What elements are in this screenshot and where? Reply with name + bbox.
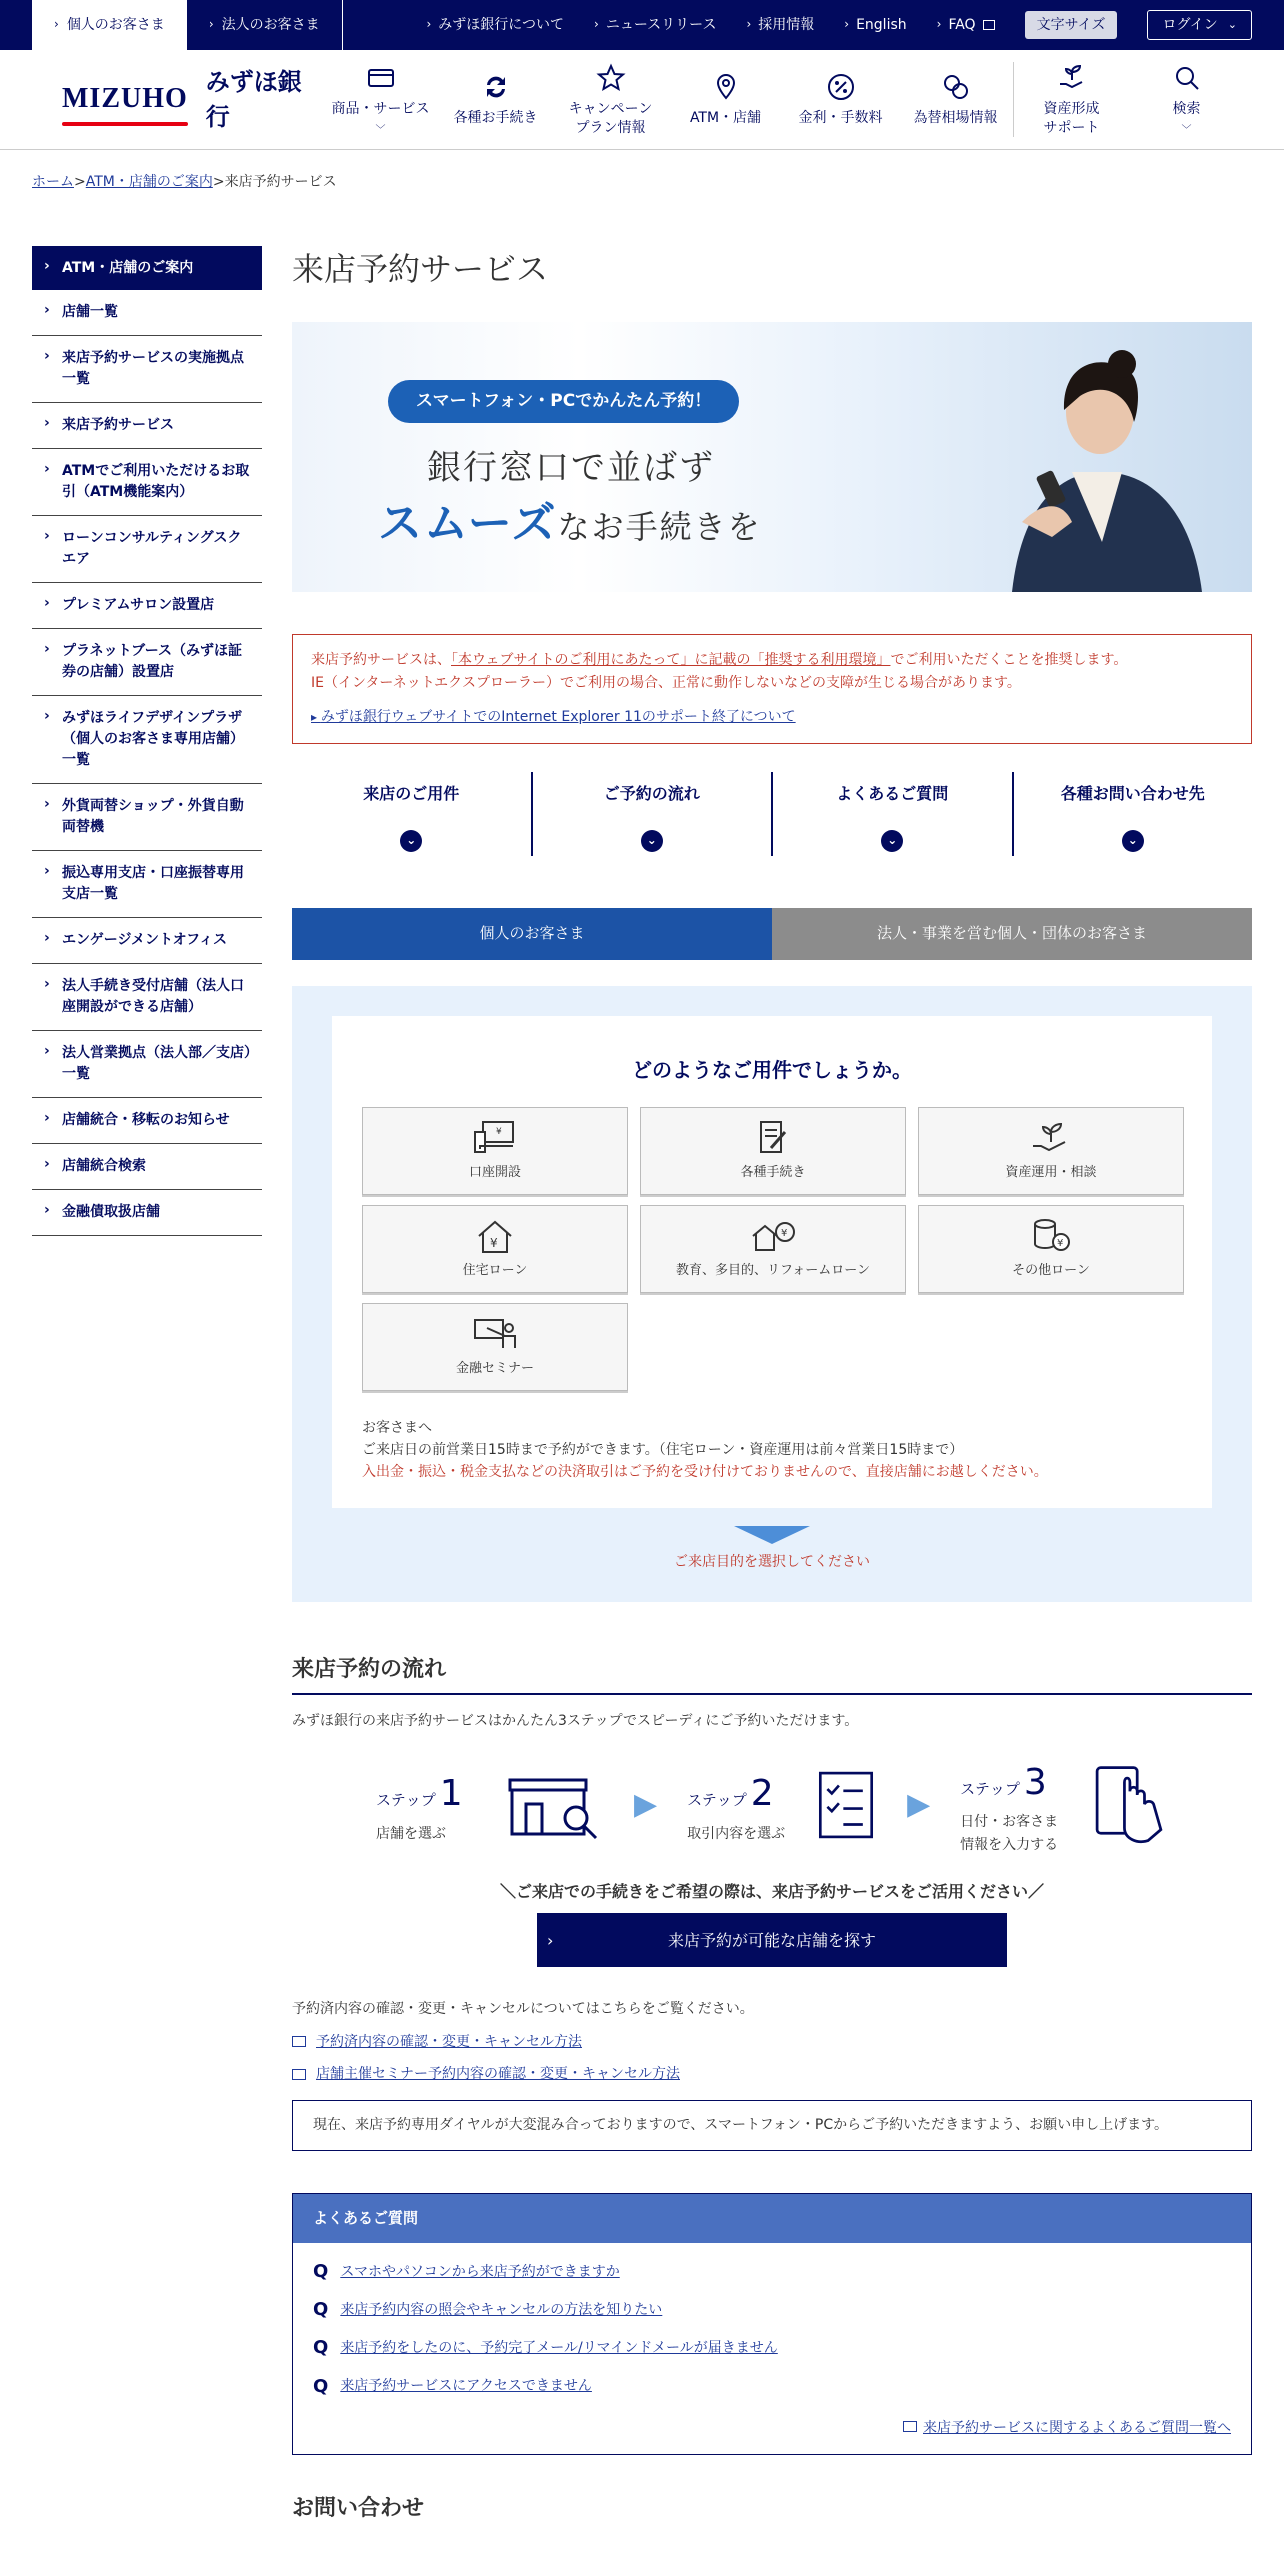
faq-item [293, 2253, 1251, 2291]
chevron-right-icon: › [426, 17, 432, 32]
sidebar-item[interactable]: › ローンコンサルティングスクエア [32, 516, 262, 583]
chevron-down-icon: ⌄ [400, 830, 422, 852]
external-window-icon [292, 2069, 306, 2080]
step-number [960, 1754, 1070, 1812]
sidebar-head[interactable]: › ATM・店舗のご案内 [32, 246, 262, 290]
sprout-hand-icon [1056, 62, 1088, 94]
manage-seminar-link[interactable] [292, 2064, 1252, 2084]
link-english-label: English [856, 16, 907, 33]
faq-link[interactable]: 来店予約をしたのに、予約完了メール/リマインドメールが届きません [340, 2340, 778, 2357]
chevron-down-icon: ⌄ [1122, 830, 1144, 852]
step-arrow-icon: ▶ [634, 1787, 658, 1823]
chevron-right-icon: › [547, 1930, 554, 1950]
note-deadline: ご来店日の前営業日15時まで予約ができます。（住宅ローン・資産運用は前々営業日15時まで） [362, 1441, 964, 1458]
percent-icon [825, 71, 857, 103]
exchange-icon [940, 71, 972, 103]
flow-heading: 来店予約の流れ [292, 1654, 1252, 1696]
sidebar-item[interactable]: › 外貨両替ショップ・外貨自動両替機 [32, 784, 262, 851]
purpose-card-label: 金融セミナー [455, 1361, 534, 1377]
link-news-label: ニュースリリース [605, 16, 717, 33]
step-label: ステップ [960, 1779, 1020, 1798]
tab-personal-label: 個人のお客さま [66, 16, 165, 33]
anchor-flow[interactable] [533, 772, 774, 856]
notice-environment-link[interactable]: 「本ウェブサイトのご利用にあたって」に記載の「推奨する利用環境」 [451, 652, 891, 669]
customer-tabs [292, 908, 1252, 960]
mizuho-logo[interactable] [62, 65, 323, 135]
phone-busy-notice: 現在、来店予約専用ダイヤルが大変混み合っておりますので、スマートフォン・PCからご予約いただきますよう、お願い申し上げます。 [292, 2100, 1252, 2150]
purpose-card-label: 教育、多目的、リフォームローン [675, 1263, 871, 1279]
purpose-card-label: 各種手続き [740, 1165, 806, 1181]
faq-more-link[interactable] [903, 2420, 1231, 2436]
store-search-icon [504, 1770, 604, 1840]
nav-atm-label: ATM・店舗 [689, 110, 762, 127]
hero-banner [292, 322, 1252, 592]
star-icon [595, 62, 627, 94]
step-3 [960, 1754, 1170, 1856]
card-icon [365, 62, 397, 94]
link-about-label: みずほ銀行について [438, 16, 565, 33]
hero-line2 [378, 492, 762, 556]
breadcrumb-separator: > [74, 174, 86, 190]
chevron-down-icon: ⌄ [881, 830, 903, 852]
faq-more-label: 来店予約サービスに関するよくあるご質問一覧へ [923, 2419, 1231, 2436]
purpose-card-label: その他ローン [1012, 1263, 1090, 1279]
purpose-panel [292, 986, 1252, 1602]
purpose-housing-loan[interactable] [362, 1205, 628, 1293]
sidebar-item[interactable]: › プラネットブース（みずほ証券の店舗）設置店 [32, 629, 262, 696]
contact-heading: お問い合わせ [292, 2495, 425, 2521]
sprout-hand-icon [1025, 1118, 1077, 1158]
tab-corporate-label: 法人のお客さま [221, 16, 320, 33]
ie-support-link[interactable]: ▸ みずほ銀行ウェブサイトでのInternet Explorer 11のサポート終了について [311, 706, 1233, 728]
chevron-right-icon: › [844, 17, 850, 32]
nav-products[interactable] [323, 50, 438, 149]
purpose-note [362, 1417, 1182, 1484]
search-icon [1171, 62, 1203, 94]
faq-item [293, 2368, 1251, 2406]
faq-link[interactable]: 来店予約内容の照会やキャンセルの方法を知りたい [340, 2302, 663, 2319]
purpose-card-label: 資産運用・相談 [1005, 1165, 1097, 1181]
nav-asset[interactable] [1014, 50, 1129, 149]
link-faq-label: FAQ [948, 16, 976, 33]
nav-atm[interactable] [668, 50, 783, 149]
sidebar-item[interactable]: › 金融債取扱店舗 [32, 1190, 262, 1236]
nav-rates[interactable] [783, 50, 898, 149]
note-warning: 入出金・振込・税金支払などの決済取引はご予約を受け付けておりませんので、直接店舗にお越しください。 [362, 1464, 1048, 1481]
step-num: 2 [750, 1772, 774, 1814]
faq-item [293, 2329, 1251, 2367]
step-text [960, 1754, 1070, 1856]
q-mark: Q [313, 2299, 329, 2321]
sidebar-item[interactable]: › プレミアムサロン設置店 [32, 583, 262, 629]
seminar-icon [469, 1314, 521, 1354]
tab-personal-customers[interactable]: 個人のお客さま [292, 908, 772, 960]
manage-text: 予約済内容の確認・変更・キャンセルについてはこちらをご覧ください。 [292, 2001, 754, 2018]
document-pen-icon [747, 1118, 799, 1158]
anchor-contact[interactable] [1014, 772, 1253, 856]
nav-forex-label: 為替相場情報 [913, 110, 998, 127]
house-yen-icon [469, 1216, 521, 1256]
link-about[interactable] [426, 15, 564, 35]
notice-text: 来店予約サービスは、 [311, 652, 451, 669]
nav-campaign[interactable] [553, 50, 668, 149]
faq-heading: よくあるご質問 [293, 2194, 1251, 2244]
breadcrumb-current: 来店予約サービス [224, 174, 337, 190]
logo-name: みずほ銀行 [205, 67, 302, 131]
sidebar-item[interactable]: › 店舗統合・移転のお知らせ [32, 1098, 262, 1144]
checklist-icon [815, 1768, 877, 1842]
cta-text: ＼ご来店での手続きをご希望の際は、来店予約サービスをご活用ください／ [499, 1882, 1044, 1902]
breadcrumb-separator: > [212, 174, 225, 190]
smartphone-tap-icon [1088, 1764, 1170, 1846]
purpose-question: どのようなご用件でしょうか。 [632, 1057, 912, 1082]
step-number [376, 1765, 486, 1823]
breadcrumb-home[interactable]: ホーム [32, 174, 74, 190]
step-label: ステップ [687, 1790, 747, 1809]
breadcrumb-atm[interactable]: ATM・店舗のご案内 [85, 174, 213, 190]
faq-link[interactable]: スマホやパソコンから来店予約ができますか [340, 2264, 620, 2281]
anchor-faq[interactable] [773, 772, 1014, 856]
tab-corporate-customers[interactable]: 法人・事業を営む個人・団体のお客さま [772, 908, 1252, 960]
manage-reservation-link[interactable] [292, 2032, 1252, 2052]
nav-products-label: 商品・サービス [331, 100, 430, 117]
q-mark: Q [313, 2261, 329, 2283]
hero-line2-rest: なお手続きを [557, 508, 762, 547]
notice-line1 [311, 649, 1233, 671]
sidebar-item[interactable]: › 法人営業拠点（法人部／支店）一覧 [32, 1031, 262, 1098]
main-content [292, 246, 1252, 2525]
purpose-asset-management[interactable] [918, 1107, 1184, 1195]
faq-item [293, 2291, 1251, 2329]
nav-forex[interactable] [898, 50, 1013, 149]
map-pin-icon [710, 71, 742, 103]
nav-search[interactable] [1129, 50, 1244, 149]
chevron-right-icon: › [936, 17, 942, 32]
nav-procedures[interactable] [438, 50, 553, 149]
nav-procedures-label: 各種お手続き [453, 110, 538, 127]
account-opening-icon [469, 1118, 521, 1158]
nav-search-label: 検索 [1172, 100, 1201, 117]
hero-line1: 銀行窓口で並ばず [427, 448, 715, 489]
chevron-down-icon: ⌄ [1227, 18, 1237, 32]
step-2 [687, 1765, 877, 1845]
anchor-label: 来店のご用件 [363, 783, 460, 803]
sidebar-item[interactable]: › エンゲージメントオフィス [32, 918, 262, 964]
sidebar-item[interactable]: › 来店予約サービス [32, 403, 262, 449]
anchor-label: ご予約の流れ [603, 783, 700, 803]
chevron-right-icon: › [54, 17, 59, 32]
step-arrow-icon: ▶ [907, 1787, 931, 1823]
sidebar-item[interactable]: › ATMでご利用いただけるお取引（ATM機能案内） [32, 449, 262, 516]
svg-text:¥: ¥ [496, 1127, 502, 1138]
nav-campaign-label: キャンペーン プラン情報 [568, 101, 653, 136]
note-heading: お客さまへ [362, 1419, 432, 1436]
tab-personal[interactable] [32, 0, 187, 50]
anchor-label: 各種お問い合わせ先 [1060, 783, 1205, 803]
external-window-icon [292, 2036, 306, 2047]
chevron-down-icon: ⌄ [641, 830, 663, 852]
notice-text: でご利用いただくことを推奨します。 [890, 652, 1128, 669]
link-english[interactable] [844, 15, 906, 35]
q-mark: Q [313, 2375, 329, 2397]
purpose-other-loan[interactable] [918, 1205, 1184, 1293]
step-label: ステップ [376, 1790, 436, 1809]
woman-with-phone-illustration [952, 322, 1212, 592]
purpose-procedures[interactable] [640, 1107, 906, 1195]
external-window-icon [903, 2421, 917, 2432]
step-text [687, 1765, 797, 1845]
chevron-down-icon: ﹀ [1181, 125, 1192, 137]
chevron-down-icon: ﹀ [375, 125, 386, 137]
arrow-down-icon [734, 1526, 810, 1544]
sidebar-item[interactable]: › 店舗一覧 [32, 290, 262, 336]
refresh-icon [480, 71, 512, 103]
manage-reservation-label: 予約済内容の確認・変更・キャンセル方法 [316, 2033, 582, 2050]
step-desc: 店舗を選ぶ [376, 1825, 446, 1842]
q-mark: Q [313, 2337, 329, 2359]
purpose-box [332, 1016, 1212, 1508]
svg-text:¥: ¥ [781, 1228, 788, 1240]
hero-line2-emphasis: スムーズ [378, 498, 558, 550]
faq-more [293, 2406, 1251, 2454]
coins-icon [1025, 1216, 1077, 1256]
purpose-education-loan[interactable] [640, 1205, 906, 1293]
sidebar-item[interactable]: › 来店予約サービスの実施拠点一覧 [32, 336, 262, 403]
select-prompt: ご来店目的を選択してください [674, 1553, 870, 1570]
step-num: 1 [439, 1772, 463, 1814]
manage-seminar-label: 店舗主催セミナー予約内容の確認・変更・キャンセル方法 [316, 2065, 680, 2082]
notice-line2: IE（インターネットエクスプローラー）でご利用の場合、正常に動作しないなどの支障が生じる場合があります。 [311, 674, 1021, 691]
anchor-nav [292, 772, 1252, 856]
nav-rates-label: 金利・手数料 [798, 110, 883, 127]
education-loan-icon [747, 1216, 799, 1256]
faq-link[interactable]: 来店予約サービスにアクセスできません [340, 2378, 592, 2395]
sidebar-item[interactable]: › 法人手続き受付店舗（法人口座開設ができる店舗） [32, 964, 262, 1031]
sidebar [32, 246, 262, 1236]
purpose-account-opening[interactable] [362, 1107, 628, 1195]
logo-mark: MIZUHO [62, 79, 188, 120]
sidebar-item[interactable]: › みずほライフデザインプラザ（個人のお客さま専用店舗）一覧 [32, 696, 262, 784]
chevron-right-icon: › [594, 17, 599, 32]
nav-asset-label: 資産形成 サポート [1043, 101, 1100, 136]
link-news[interactable] [594, 15, 716, 35]
find-store-label: 来店予約が可能な店舗を探す [667, 1930, 876, 1950]
faq-section [292, 2193, 1252, 2455]
chevron-right-icon: › [746, 17, 752, 32]
step-text [376, 1765, 486, 1845]
purpose-card-label: 住宅ローン [462, 1263, 528, 1279]
font-size-button[interactable]: 文字サイズ [1025, 11, 1118, 39]
environment-notice [292, 634, 1252, 743]
flow-steps [292, 1754, 1252, 1856]
breadcrumb [32, 172, 337, 192]
link-recruit-label: 採用情報 [758, 16, 815, 33]
global-nav [0, 50, 1284, 150]
step-desc: 取引内容を選ぶ [687, 1825, 786, 1842]
anchor-label: よくあるご質問 [836, 783, 949, 803]
page-title: 来店予約サービス [292, 250, 549, 288]
link-recruit[interactable] [746, 15, 814, 35]
step-1 [376, 1765, 604, 1845]
login-button[interactable] [1147, 10, 1252, 40]
faq-list [293, 2243, 1251, 2405]
flow-lead: みずほ銀行の来店予約サービスはかんたん3ステップでスピーディにご予約いただけます。 [292, 1713, 859, 1730]
divider [342, 0, 343, 50]
chevron-right-icon: › [208, 17, 214, 32]
svg-text:¥: ¥ [1057, 1238, 1064, 1250]
anchor-purpose[interactable] [292, 772, 533, 856]
hero-pill: スマートフォン・PCでかんたん予約！ [388, 380, 739, 423]
purpose-seminar[interactable] [362, 1303, 628, 1391]
sidebar-item[interactable]: › 店舗統合検索 [32, 1144, 262, 1190]
external-window-icon [983, 20, 995, 30]
tab-corporate[interactable] [187, 0, 342, 50]
step-num: 3 [1023, 1761, 1047, 1803]
top-bar [0, 0, 1284, 50]
svg-text:¥: ¥ [490, 1236, 498, 1251]
purpose-grid [362, 1107, 1182, 1391]
find-store-button[interactable] [537, 1913, 1007, 1967]
step-number [687, 1765, 797, 1823]
login-label: ログイン [1162, 16, 1218, 33]
link-faq[interactable] [937, 15, 995, 35]
purpose-card-label: 口座開設 [468, 1165, 521, 1181]
sidebar-item[interactable]: › 振込専用支店・口座振替専用支店一覧 [32, 851, 262, 918]
step-desc: 日付・お客さま情報を入力する [960, 1814, 1059, 1853]
